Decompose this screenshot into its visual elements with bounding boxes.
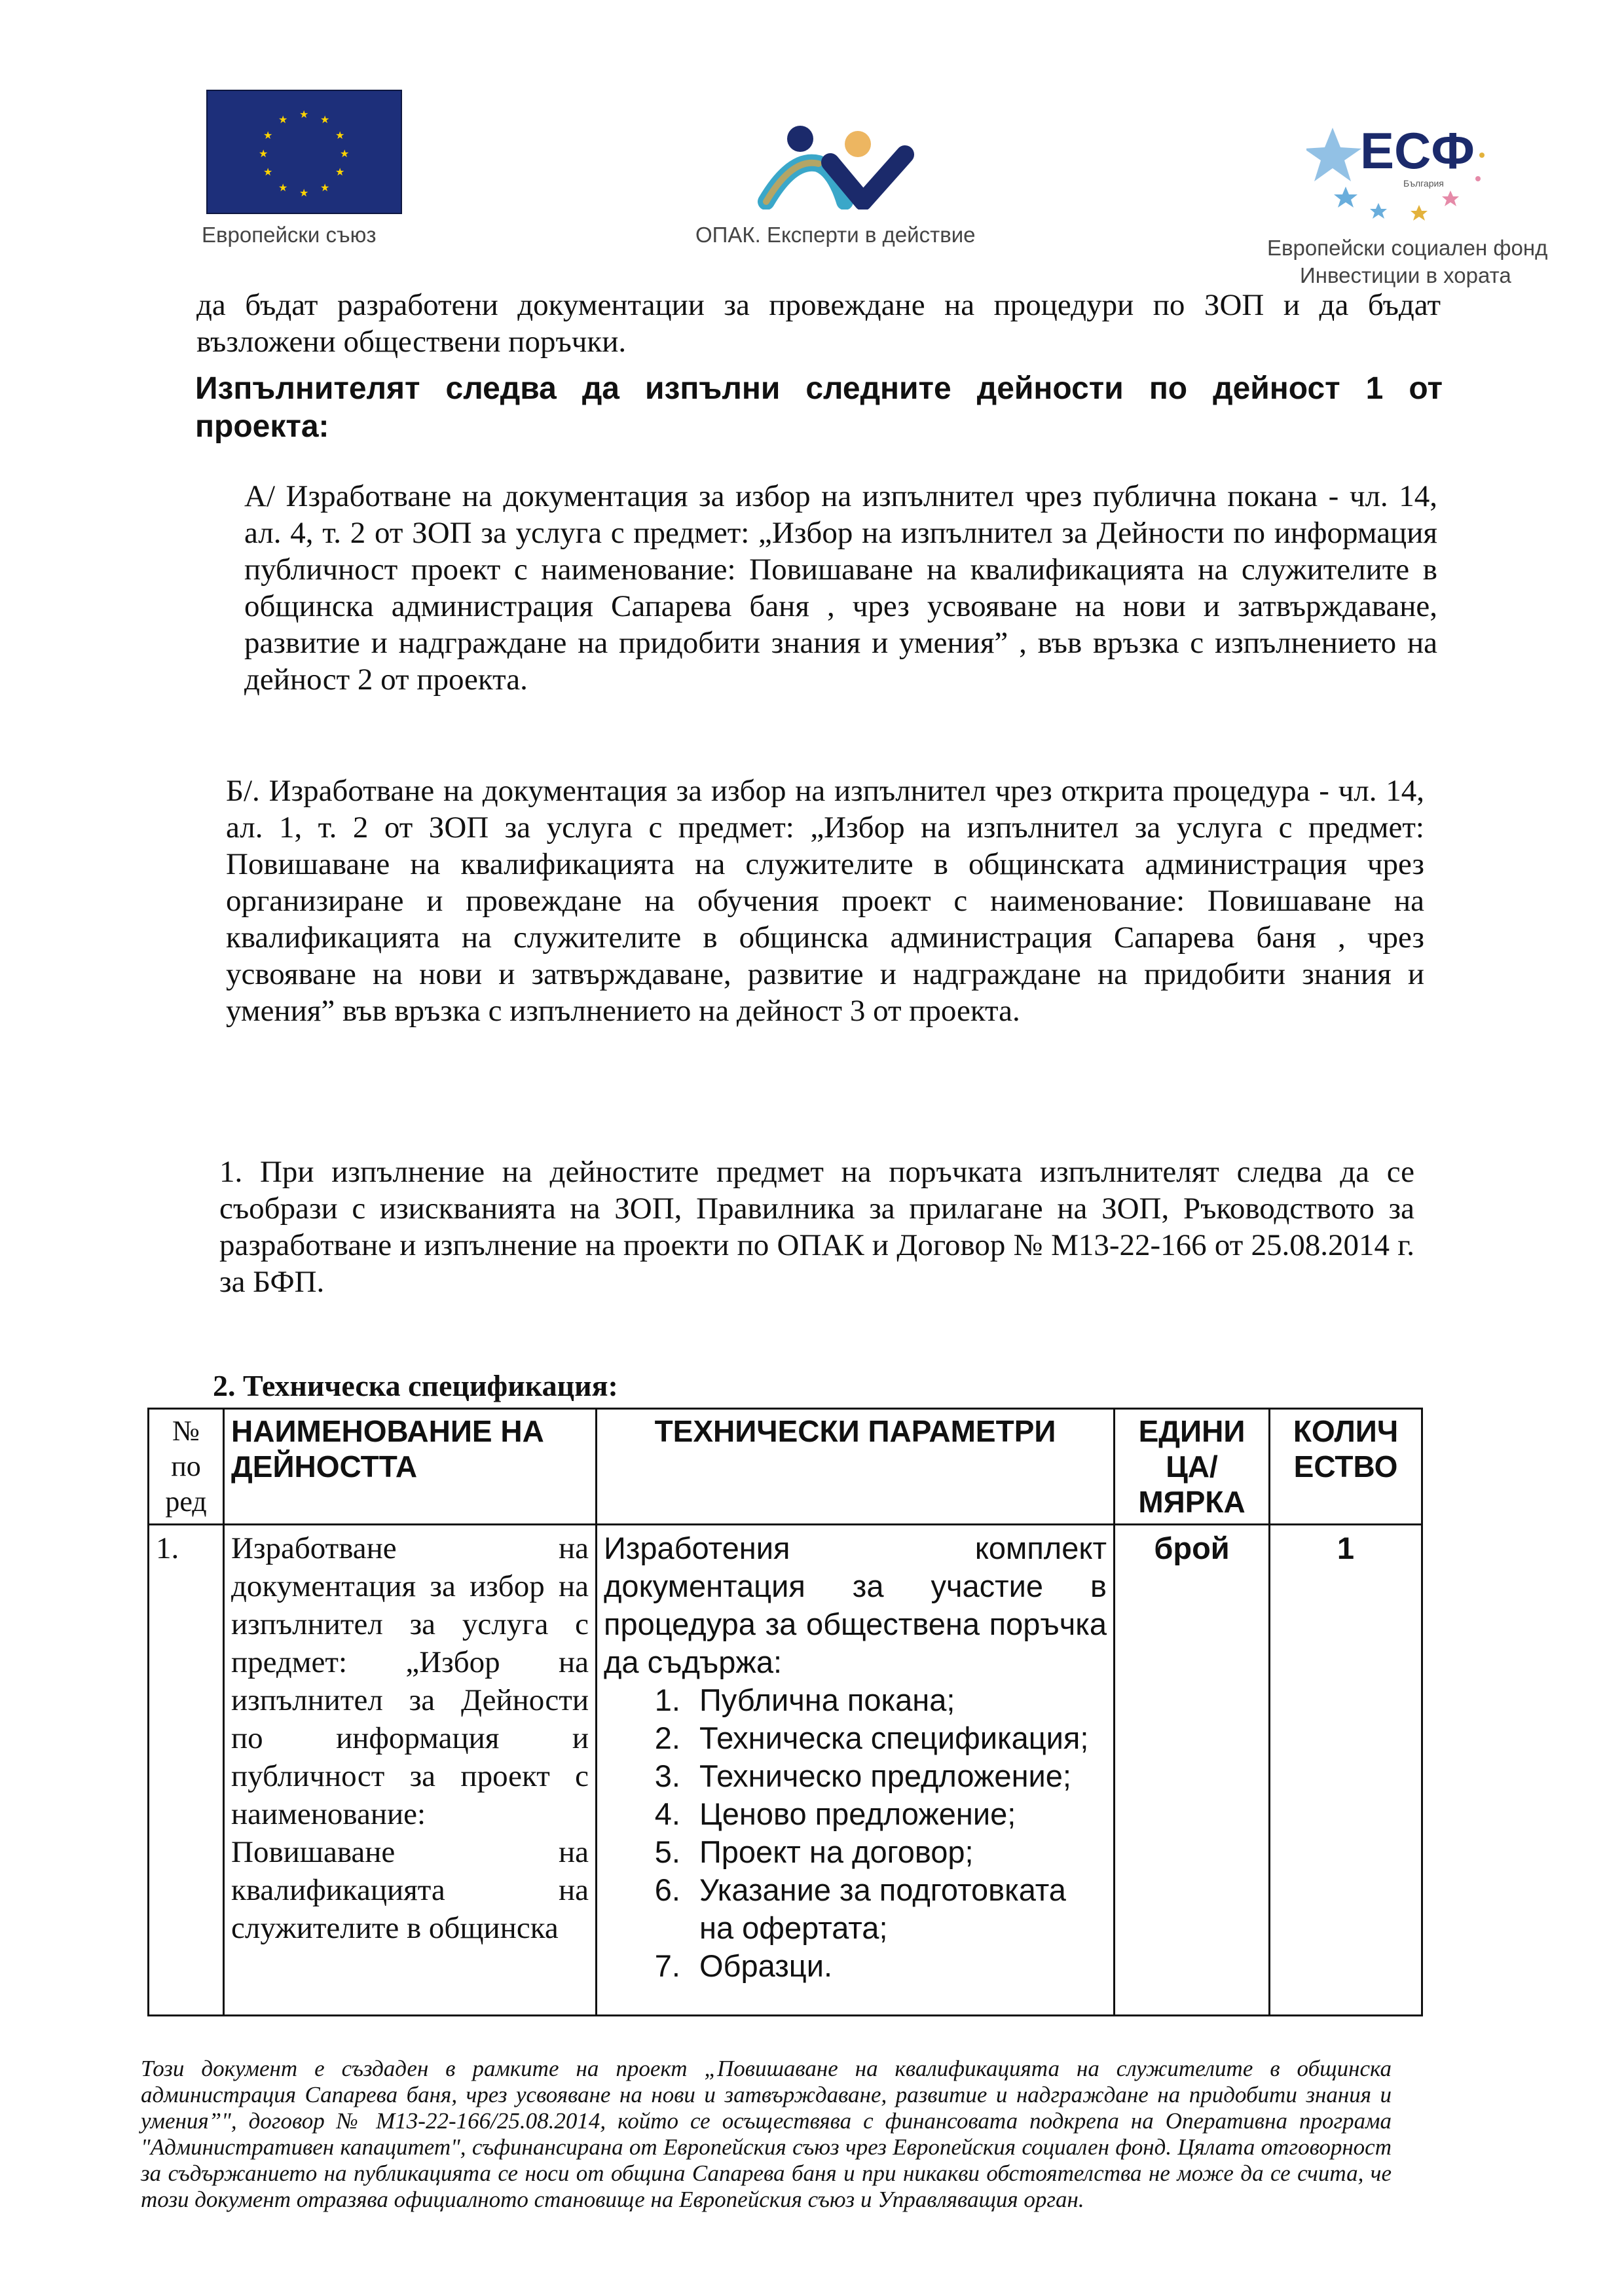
technical-spec-table [147, 1408, 1423, 2016]
table-row [149, 1525, 1422, 2016]
esf-logo-tagline: Инвестиции в хората [1300, 263, 1511, 287]
svg-text:ЕСФ: ЕСФ [1360, 122, 1475, 179]
unit-of-measure: брой [1115, 1525, 1270, 2016]
table-header-row [149, 1409, 1422, 1525]
section-1-requirements: 1. При изпълнение на дейностите предмет на поръчката изпълнителят следва да се съобрази с изискванията на ЗОП, Правилника за прилагане на ЗОП, Ръководството за разработване и изпълнение на проекти по ОПАК и Договор № М13-22-166 от 25.08.2014 г. за БФП. [219, 1155, 1414, 1299]
list-item: 5. Проект на договор; [689, 1833, 1107, 1871]
col-header-quantity: КОЛИЧ ЕСТВО [1270, 1409, 1422, 1525]
list-item: 3. Техническо предложение; [689, 1757, 1107, 1795]
col-header-number: № по ред [149, 1409, 224, 1525]
list-item: 4. Ценово предложение; [689, 1795, 1107, 1833]
esf-stars-logo-icon [1306, 121, 1542, 226]
eu-flag-icon: ★ ★ ★ ★ ★ ★ ★ ★ ★ ★ ★ ★ [206, 90, 402, 214]
col-header-unit: ЕДИНИ ЦА/ МЯРКА [1115, 1409, 1270, 1525]
esf-logo-label: Европейски социален фонд [1267, 236, 1548, 260]
funding-disclaimer-footer: Този документ е създаден в рамките на проект „Повишаване на квалификацията на служителите в общинска администрация Сапарева баня, чрез усвояване на нови и затвърждаване, развитие и надграждане на придобити знания и умения”", договор № М13-22-166/25.08.2014, който се осъществява с финансовата подкрепа на Оперативна програма "Административен капацитет", съфинансирана от Европейския съюз чрез Европейския социален фонд. Цялата отговорност за съдържанието на публикацията се носи от община Сапарева баня и при никакви обстоятелства не може да се счита, че този документ отразява официалното становище на Европейския съюз и Управляващия орган. [141, 2056, 1392, 2212]
opak-people-logo-icon [753, 124, 923, 210]
intro-paragraph: да бъдат разработени документации за провеждане на процедури по ЗОП и да бъдат възложени обществени поръчки. [196, 288, 1441, 359]
params-list [604, 1681, 1107, 1985]
technical-params [597, 1525, 1115, 2016]
activities-heading: Изпълнителят следва да изпълни следните дейности по дейност 1 от проекта: [195, 371, 1443, 444]
quantity: 1 [1270, 1525, 1422, 2016]
list-item: 2. Техническа спецификация; [689, 1719, 1107, 1757]
list-item: 6. Указание за подготовката на офертата; [689, 1871, 1107, 1947]
eu-logo-label: Европейски съюз [202, 223, 377, 247]
paragraph-a: А/ Изработване на документация за избор на изпълнител чрез публична покана - чл. 14, ал. 4, т. 2 от ЗОП за услуга с предмет: „Избор на изпълнител за Дейности по информация публичност проект с наименование: Повишаване на квалификацията на служителите в общинска администрация Сапарева баня , чрез усвояване на нови и затвърждаване, развитие и надграждане на придобити знания и умения” , във връзка с изпълнението на дейност 2 от проекта. [244, 479, 1437, 697]
col-header-activity-name: НАИМЕНОВАНИЕ НА ДЕЙНОСТТА [224, 1409, 597, 1525]
params-intro: Изработения комплект документация за участие в процедура за обществена поръчка да съдържа: [604, 1531, 1107, 1679]
svg-text:България: България [1403, 178, 1444, 189]
list-item: 7. Образци. [689, 1947, 1107, 1985]
list-item: 1. Публична покана; [689, 1681, 1107, 1719]
opak-logo-label: ОПАК. Експерти в действие [695, 223, 976, 247]
activity-name: Изработване на документация за избор на изпълнител за услуга с предмет: „Избор на изпълнител за Дейности по информация и публичност за проект с наименование: Повишаване на квалификацията на служителите в общинска [224, 1525, 597, 2016]
section-2-heading: 2. Техническа спецификация: [213, 1369, 618, 1402]
paragraph-b: Б/. Изработване на документация за избор на изпълнител чрез открита процедура - чл. 14, ал. 1, т. 2 от ЗОП за услуга с предмет: „Избор на изпълнител за услуга с предмет: Повишаване на квалификацията на служителите в общинската администрация чрез организиране и провеждане на обучения проект с наименование: Повишаване на квалификацията на служителите в общинска администрация Сапарева баня , чрез усвояване на нови и затвърждаване, развитие и надграждане на придобити знания и умения” във връзка с изпълнението на дейност 3 от проекта. [226, 774, 1424, 1028]
row-number: 1. [149, 1525, 224, 2016]
col-header-technical-params: ТЕХНИЧЕСКИ ПАРАМЕТРИ [597, 1409, 1115, 1525]
